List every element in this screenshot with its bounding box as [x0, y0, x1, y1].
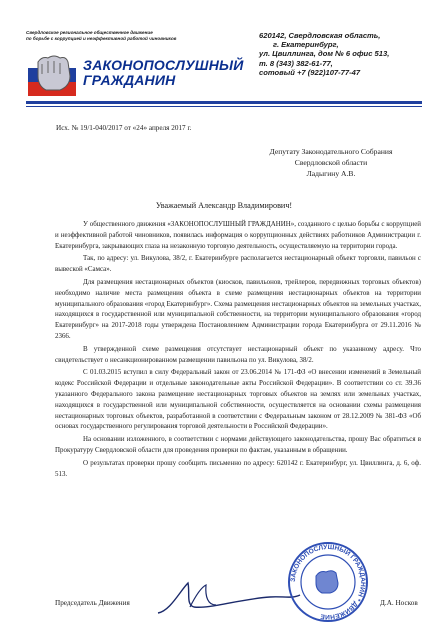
outgoing-number: Исх. № 19/1-040/2017 от «24» апреля 2017 г. [56, 124, 192, 132]
paragraph-request: На основании изложенного, в соответствии с нормами действующего законодательства, прошу Вас обратиться в Прокуратуру Свердловской области для проведения проверки по фактам, указанным в обращении. [55, 435, 421, 454]
recipient-line-2: Свердловской области [294, 157, 368, 167]
signer-name: Д.А. Носков [380, 599, 418, 607]
letterhead-rule-thin [26, 106, 422, 107]
paragraph-intro: У общественного движения «ЗАКОНОПОСЛУШНЫЙ ГРАЖДАНИН», созданного с целью борьбы с коррупцией и неэффективной работой чиновников, появилась информация о коррупционных действиях работников Администрации г. Екатеринбурга, закрывающих глаза на незаконную торговую деятельность, осуществляемую на территории города. [55, 220, 421, 250]
salutation: Уважаемый Александр Владимирович! [155, 201, 293, 210]
org-line-1: Свердловское региональное общественное движение [26, 30, 153, 35]
fist-logo-icon [26, 48, 78, 100]
organization-stamp [286, 540, 370, 624]
letter-body [55, 219, 421, 479]
paragraph-reply: О результатах проверки прошу сообщить письменно по адресу: 620142 г. Екатеринбург, ул. Цвиллинга, д. 6, оф. 513. [55, 458, 421, 478]
address-mobile: сотовый +7 (922)107-77-47 [259, 67, 361, 77]
paragraph-scheme: Для размещения нестационарных объектов (киосков, павильонов, трейлеров, передвижных торговых объектов) необходимо наличие места размещения объекта в схеме размещения нестационарных объектов на территории муниципального образования «город Екатеринбург». Схема размещения нестационарных объектов на земельных участках, находящихся в государственной или муниципальной собственности, на территории муниципального образования «город Екатеринбург» на 2017-2018 годы утверждена Постановлением Администрации города Екатеринбурга от 29.11.2016 № 2366. [55, 277, 421, 340]
address-phone: т. 8 (343) 382-61-77, [259, 58, 333, 68]
org-title [83, 58, 243, 88]
address-line-1: 620142, Свердловская область, [259, 31, 381, 40]
signer-position: Председатель Движения [55, 599, 130, 607]
recipient-line-1: Депутату Законодательного Собрания [269, 147, 393, 156]
paragraph-absence: В утвержденной схеме размещения отсутствует нестационарный объект по указанному адресу. Что свидетельствует о несанкционированном размещении павильона по ул. Викулова, 38/2. [55, 344, 421, 364]
org-line-2: по борьбе с коррупцией и неэффективной работой чиновников [26, 35, 177, 41]
org-address [259, 31, 445, 77]
org-title-line-1: ЗАКОНОПОСЛУШНЫЙ [83, 57, 244, 73]
address-line-3: ул. Цвиллинга, дом № 6 офис 513, [259, 49, 390, 59]
letterhead-rule [26, 101, 422, 104]
recipient-line-3: Ладыгину А.В. [306, 168, 356, 178]
org-description [26, 30, 226, 41]
paragraph-law: С 01.03.2015 вступил в силу Федеральный закон от 23.06.2014 № 171-ФЗ «О внесении изменений в Земельный кодекс Российской Федерации и отдельные законодательные акты Российской Федерации». В соответствии со ст. 39.36 указанного Федерального закона размещение нестационарных торговых объектов на землях или земельных участках, находящихся в государственной или муниципальной собственности, осуществляется на основании схемы размещения нестационарных торговых объектов, разработанной в соответствии с Федеральным законом от 28.12.2009 № 381-ФЗ «Об основах государственного регулирования торговой деятельности в Российской Федерации». [55, 368, 421, 431]
recipient-block [231, 147, 431, 179]
address-line-2: г. Екатеринбург, [273, 40, 339, 50]
paragraph-address: Так, по адресу: ул. Викулова, 38/2, г. Екатеринбурге располагается нестационарный объект торговли, павильон с вывеской «Самса». [55, 254, 421, 274]
stamp-text: ЗАКОНОПОСЛУШНЫЙ ГРАЖДАНИН * ДВИЖЕНИЕ [289, 543, 367, 621]
org-title-line-2: ГРАЖДАНИН [83, 72, 176, 88]
